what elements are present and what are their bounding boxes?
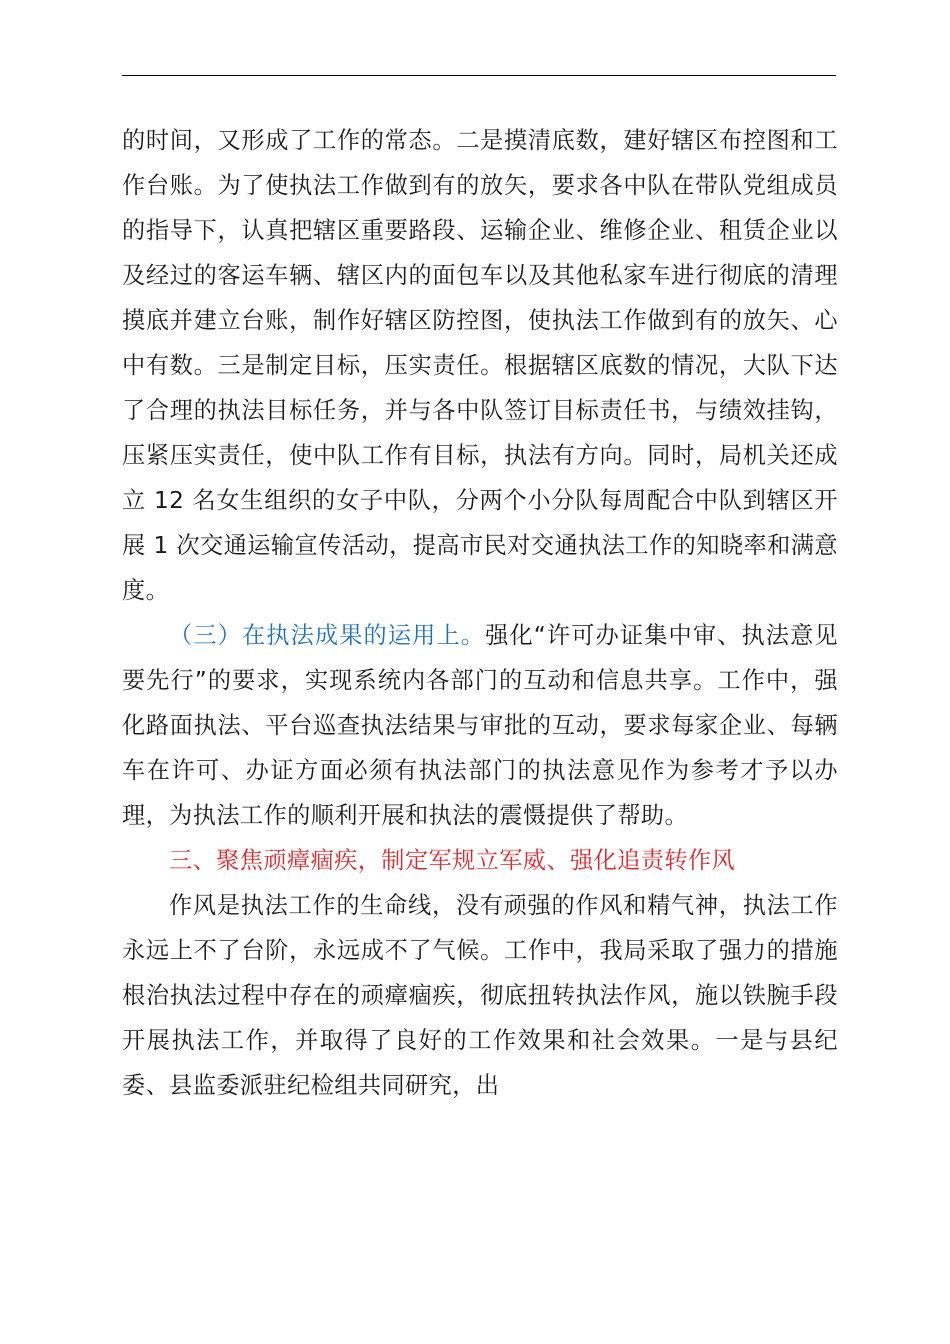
subsection-body: 强化“许可办证集中审、执法意见要先行”的要求，实现系统内各部门的互动和信息共享。工作中，强化路面执法、平台巡查执法结果与审批的互动，要求每家企业、每辆车在许可、办证方面必须有执法部门的执法意见作为参考才予以办理，为执法工作的顺利开展和执法的震慑提供了帮助。 <box>122 622 839 829</box>
paragraph-subsection-3 <box>122 613 838 838</box>
paragraph-section-3-intro: 作风是执法工作的生命线，没有顽强的作风和精气神，执法工作永远上不了台阶，永远成不了气候。工作中，我局采取了强力的措施根治执法过程中存在的顽瘴痼疾，彻底扭转执法作风，施以铁腕手段开展执法工作，并取得了良好的工作效果和社会效果。一是与县纪委、县监委派驻纪检组共同研究，出 <box>122 892 838 1099</box>
document-body <box>122 118 838 1108</box>
paragraph-continuation: 的时间，又形成了工作的常态。二是摸清底数，建好辖区布控图和工作台账。为了使执法工作做到有的放矢，要求各中队在带队党组成员的指导下，认真把辖区重要路段、运输企业、维修企业、租赁企业以及经过的客运车辆、辖区内的面包车以及其他私家车进行彻底的清理摸底并建立台账，制作好辖区防控图，使执法工作做到有的放矢、心中有数。三是制定目标，压实责任。根据辖区底数的情况，大队下达了合理的执法目标任务，并与各中队签订目标责任书，与绩效挂钩，压紧压实责任，使中队工作有目标，执法有方向。同时，局机关还成立 12 名女生组织的女子中队，分两个小分队每周配合中队到辖区开展 1 次交通运输宣传活动，提高市民对交通执法工作的知晓率和满意度。 <box>122 127 838 604</box>
header-rule <box>122 75 836 76</box>
section-heading: 三、聚焦顽瘴痼疾，制定军规立军威、强化追责转作风 <box>169 847 736 874</box>
subsection-heading: （三）在执法成果的运用上。 <box>169 622 486 649</box>
